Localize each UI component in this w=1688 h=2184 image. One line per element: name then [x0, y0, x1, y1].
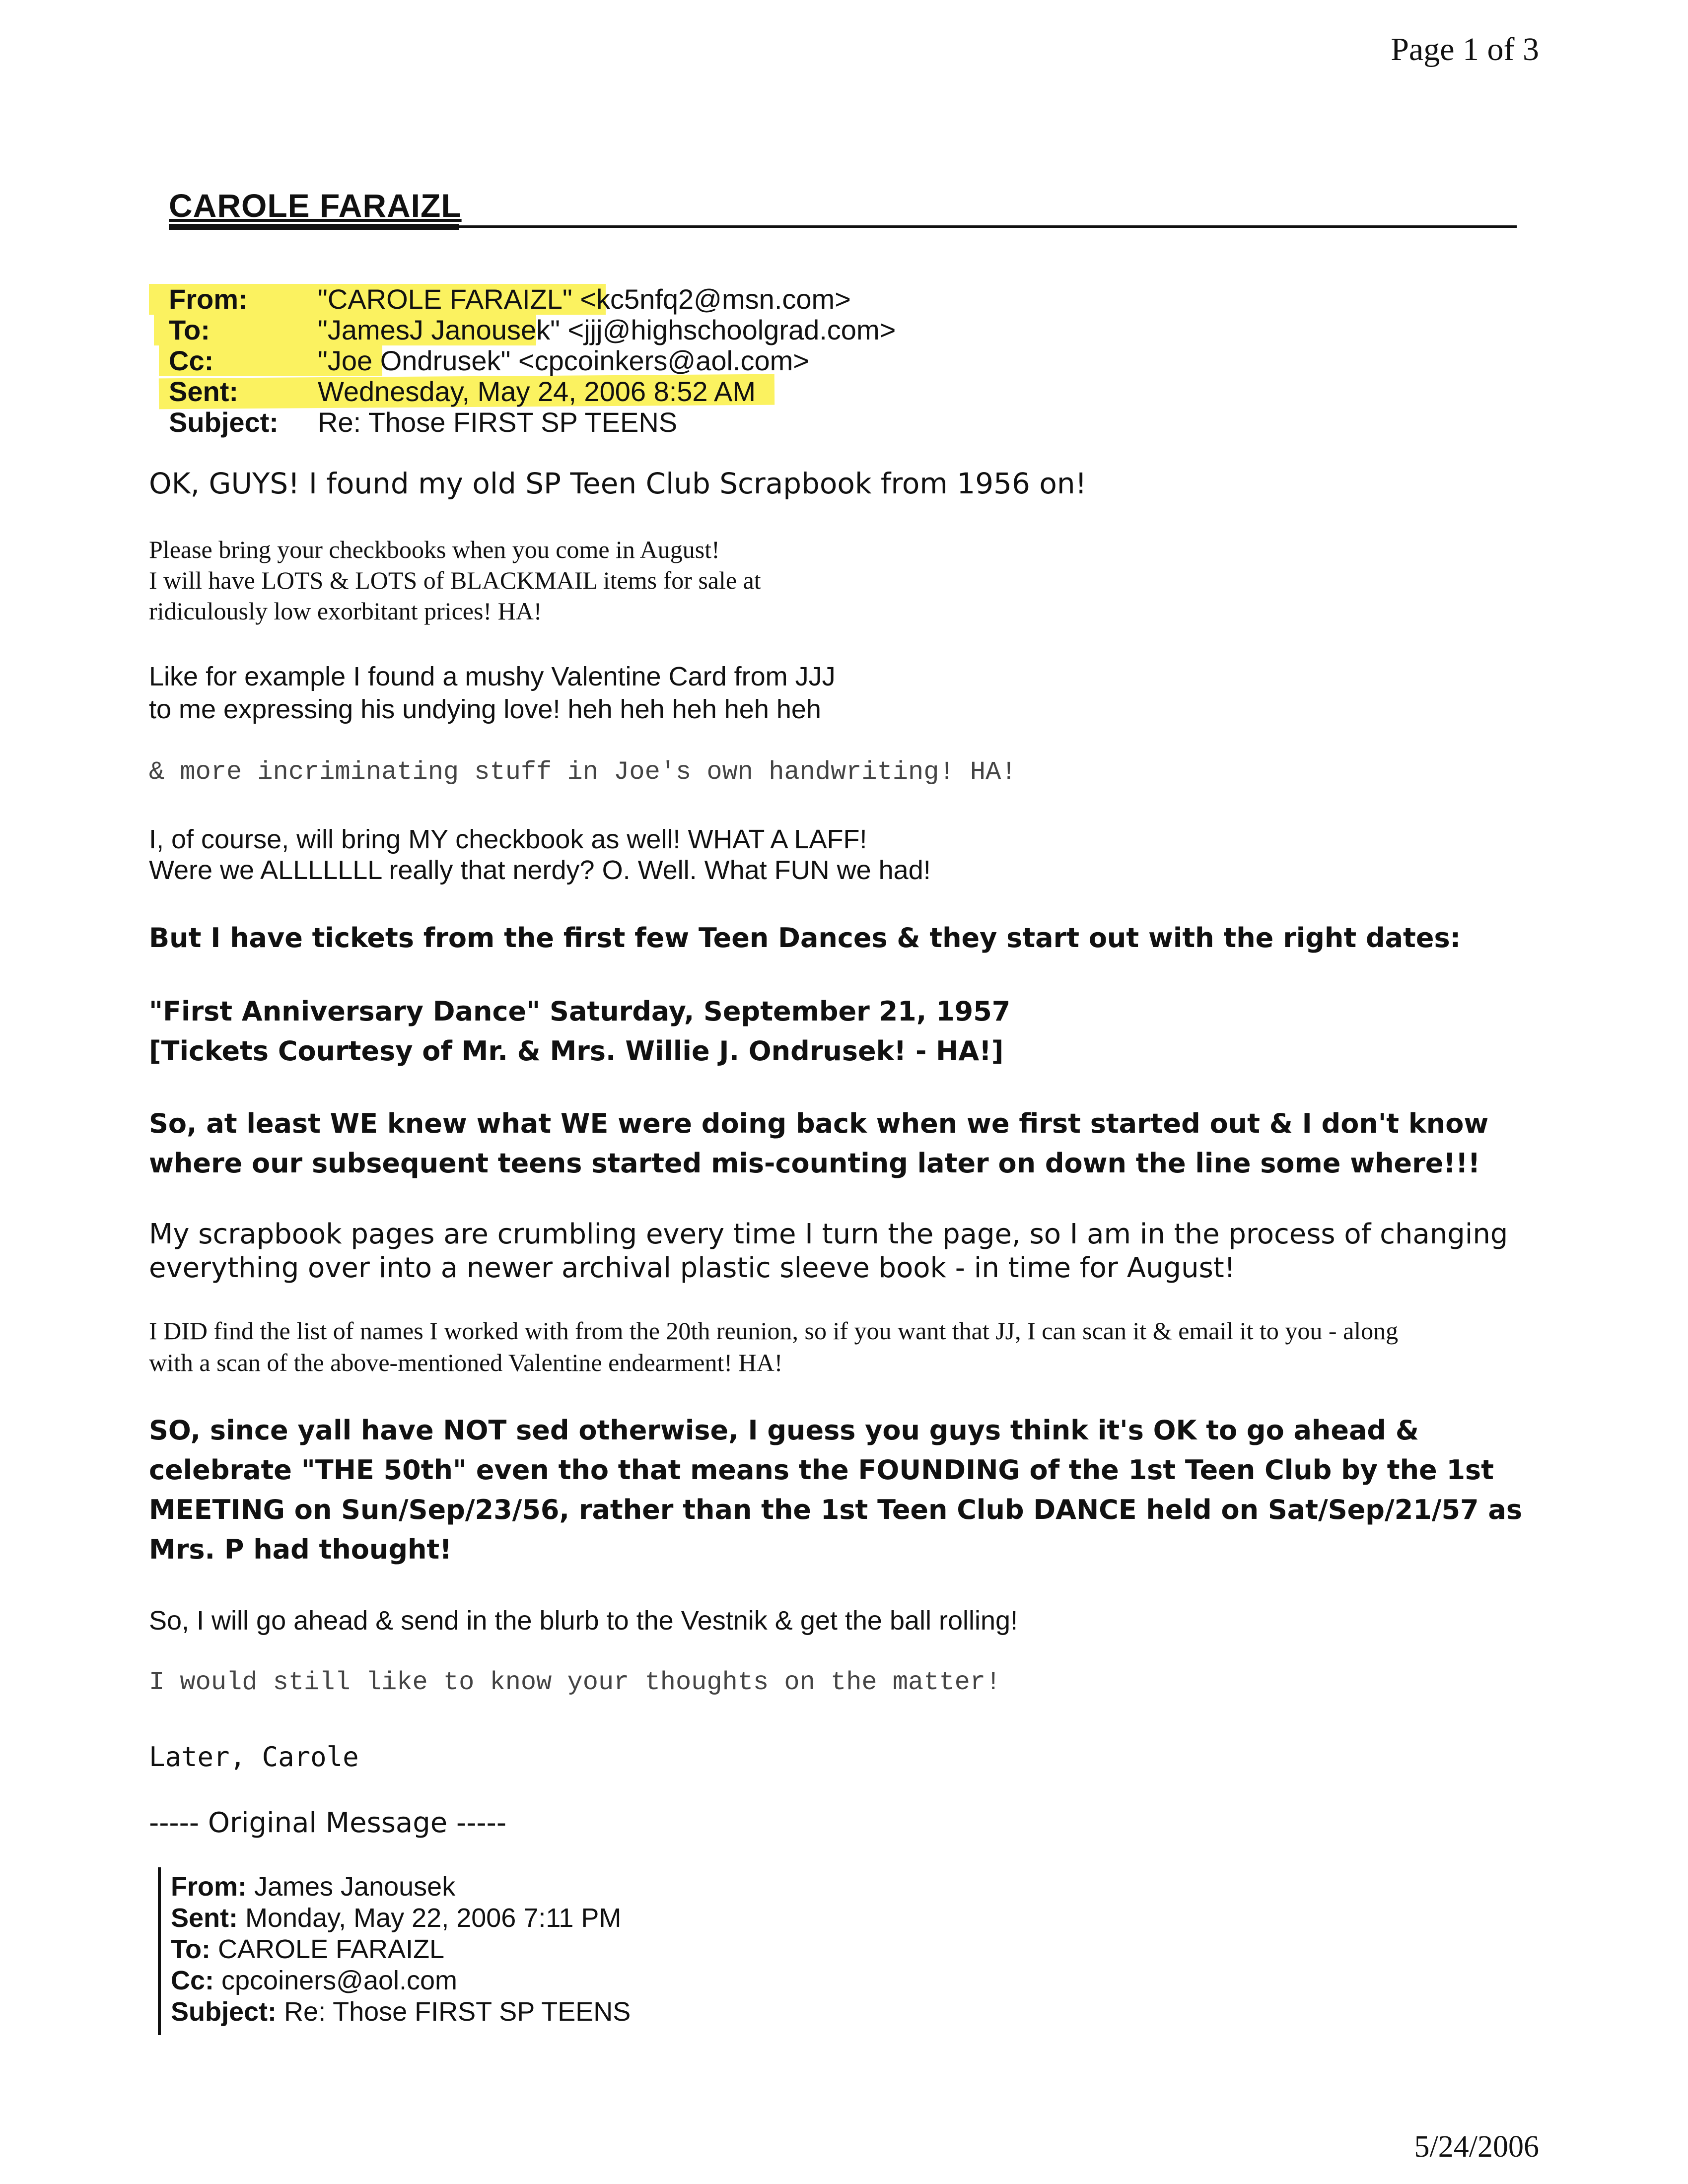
- body-line: I DID find the list of names I worked with from the 20th reunion, so if you want that JJ, I can scan it & email it to you - along: [149, 1317, 1399, 1345]
- email-header: [169, 284, 896, 438]
- header-cc-row: [169, 345, 896, 376]
- cc-label: Cc:: [169, 345, 214, 376]
- footer-date: 5/24/2006: [1414, 2130, 1539, 2164]
- orig-from-row: [171, 1871, 631, 1903]
- sent-value: Wednesday, May 24, 2006 8:52 AM: [318, 376, 756, 407]
- sender-name-heading: CAROLE FARAIZL: [169, 187, 462, 224]
- body-line: So, at least WE knew what WE were doing back when we first started out & I don't know: [149, 1108, 1489, 1139]
- heading-rule: [169, 225, 1517, 228]
- orig-to-value: CAROLE FARAIZL: [210, 1934, 445, 1964]
- header-subject-row: [169, 407, 896, 438]
- orig-from-value: James Janousek: [246, 1872, 456, 1902]
- cc-value: "Joe Ondrusek" <cpcoinkers@aol.com>: [318, 345, 809, 376]
- orig-subject-row: [171, 1996, 631, 2028]
- body-line: [Tickets Courtesy of Mr. & Mrs. Willie J. Ondrusek! - HA!]: [149, 1035, 1004, 1067]
- subject-value: Re: Those FIRST SP TEENS: [318, 407, 678, 438]
- body-line: to me expressing his undying love! heh heh heh heh heh: [149, 694, 821, 724]
- subject-label: Subject:: [169, 407, 279, 438]
- to-value: "JamesJ Janousek" <jjj@highschoolgrad.com>: [318, 314, 896, 345]
- orig-subject-label: Subject:: [171, 1997, 277, 2027]
- body-paragraph: OK, GUYS! I found my old SP Teen Club Scrapbook from 1956 on!: [149, 467, 1087, 500]
- body-paragraph: But I have tickets from the first few Teen Dances & they start out with the right dates:: [149, 922, 1461, 954]
- header-from-row: [169, 284, 896, 315]
- from-value: "CAROLE FARAIZL" <kc5nfq2@msn.com>: [318, 283, 851, 315]
- orig-subject-value: Re: Those FIRST SP TEENS: [277, 1997, 631, 2027]
- body-line: My scrapbook pages are crumbling every time I turn the page, so I am in the process of changing: [149, 1218, 1508, 1250]
- sent-label: Sent:: [169, 376, 238, 407]
- orig-sent-value: Monday, May 22, 2006 7:11 PM: [238, 1903, 622, 1933]
- body-line: Mrs. P had thought!: [149, 1534, 452, 1565]
- original-message-divider: ----- Original Message -----: [149, 1807, 507, 1839]
- quote-bar: [158, 1867, 161, 2035]
- body-line: ridiculously low exorbitant prices! HA!: [149, 597, 542, 625]
- body-paragraph: & more incriminating stuff in Joe's own handwriting! HA!: [149, 757, 1017, 787]
- body-line: celebrate "THE 50th" even tho that means the FOUNDING of the 1st Teen Club by the 1st: [149, 1454, 1494, 1486]
- body-paragraph: So, I will go ahead & send in the blurb to the Vestnik & get the ball rolling!: [149, 1606, 1018, 1636]
- orig-cc-label: Cc:: [171, 1966, 214, 1995]
- signature: Later, Carole: [149, 1741, 359, 1773]
- body-line: where our subsequent teens started mis-counting later on down the line some where!!!: [149, 1148, 1480, 1179]
- original-message-header: [171, 1871, 631, 2028]
- orig-sent-label: Sent:: [171, 1903, 238, 1933]
- body-line: Like for example I found a mushy Valentine Card from JJJ: [149, 662, 836, 691]
- from-label: From:: [169, 283, 248, 315]
- header-sent-row: [169, 376, 896, 407]
- body-line: Were we ALLLLLLL really that nerdy? O. Well. What FUN we had!: [149, 855, 931, 885]
- body-line: MEETING on Sun/Sep/23/56, rather than the 1st Teen Club DANCE held on Sat/Sep/21/57 as: [149, 1494, 1522, 1525]
- body-line: I will have LOTS & LOTS of BLACKMAIL items for sale at: [149, 566, 761, 594]
- page-number: Page 1 of 3: [1391, 31, 1539, 68]
- orig-cc-value: cpcoiners@aol.com: [214, 1966, 458, 1995]
- body-line: everything over into a newer archival plastic sleeve book - in time for August!: [149, 1252, 1236, 1284]
- body-line: Please bring your checkbooks when you come in August!: [149, 536, 720, 563]
- to-label: To:: [169, 314, 210, 345]
- body-line: SO, since yall have NOT sed otherwise, I guess you guys think it's OK to go ahead &: [149, 1415, 1419, 1446]
- header-to-row: [169, 315, 896, 345]
- orig-to-label: To:: [171, 1934, 211, 1964]
- body-paragraph: I would still like to know your thoughts on the matter!: [149, 1668, 1001, 1697]
- orig-to-row: [171, 1934, 631, 1965]
- body-line: with a scan of the above-mentioned Valentine endearment! HA!: [149, 1349, 783, 1376]
- body-line: "First Anniversary Dance" Saturday, September 21, 1957: [149, 996, 1011, 1027]
- body-line: I, of course, will bring MY checkbook as well! WHAT A LAFF!: [149, 824, 867, 854]
- orig-cc-row: [171, 1965, 631, 1996]
- orig-sent-row: [171, 1903, 631, 1934]
- orig-from-label: From:: [171, 1872, 247, 1902]
